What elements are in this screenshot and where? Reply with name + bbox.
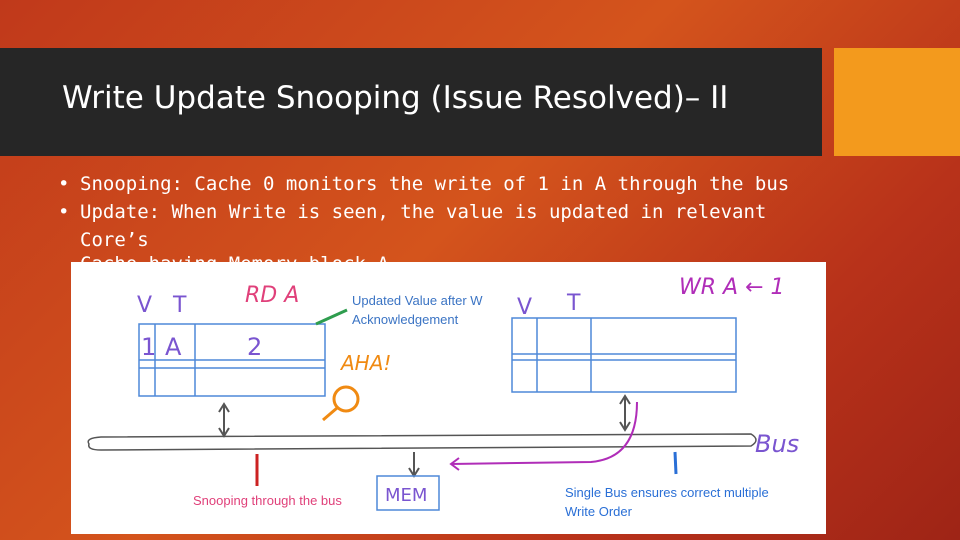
- bullet-marker: •: [58, 201, 70, 223]
- bullet-text: Snooping: Cache 0 monitors the write of 1 in A through the bus: [80, 173, 790, 195]
- snooping-note: Snooping through the bus: [193, 493, 342, 508]
- bullet-text: Update: When Write is seen, the value is updated in relevant Core’s: [80, 201, 767, 251]
- left-cache-value: 2: [247, 333, 263, 361]
- left-cache-bus-arrow: [219, 404, 229, 436]
- left-cache-read-op: RD A: [245, 283, 300, 308]
- left-cache-tag: A: [165, 333, 182, 361]
- single-bus-note-line2: Write Order: [565, 504, 632, 519]
- magnifier-icon: [323, 387, 358, 420]
- bullet-marker: •: [58, 173, 70, 195]
- blue-marker: [675, 452, 676, 474]
- memory-label: MEM: [385, 485, 428, 506]
- green-pointer-mark: [316, 310, 347, 324]
- bullet-item: [58, 170, 838, 198]
- bus-line: [88, 434, 756, 450]
- left-cache-v-header: V: [137, 293, 153, 318]
- right-cache-table: [512, 318, 736, 392]
- left-cache-valid-bit: 1: [141, 333, 157, 361]
- right-cache-t-header: T: [567, 291, 581, 316]
- right-cache-v-header: V: [517, 295, 533, 320]
- right-cache-bus-arrow: [620, 396, 630, 430]
- aha-exclamation: AHA!: [341, 351, 392, 375]
- single-bus-note-line1: Single Bus ensures correct multiple: [565, 485, 769, 500]
- updated-value-note-line1: Updated Value after W: [352, 293, 483, 308]
- bus-memory-arrow: [409, 452, 419, 476]
- bus-label: Bus: [755, 430, 800, 458]
- diagram-figure: [71, 262, 826, 534]
- bullet-list: [58, 170, 838, 274]
- right-cache-write-op: WR A ← 1: [679, 275, 785, 300]
- updated-value-note-line2: Acknowledgement: [352, 312, 459, 327]
- left-cache-t-header: T: [173, 293, 187, 318]
- diagram-svg: [71, 262, 826, 534]
- accent-block: [834, 48, 960, 156]
- slide-title: Write Update Snooping (Issue Resolved)– II: [62, 80, 729, 116]
